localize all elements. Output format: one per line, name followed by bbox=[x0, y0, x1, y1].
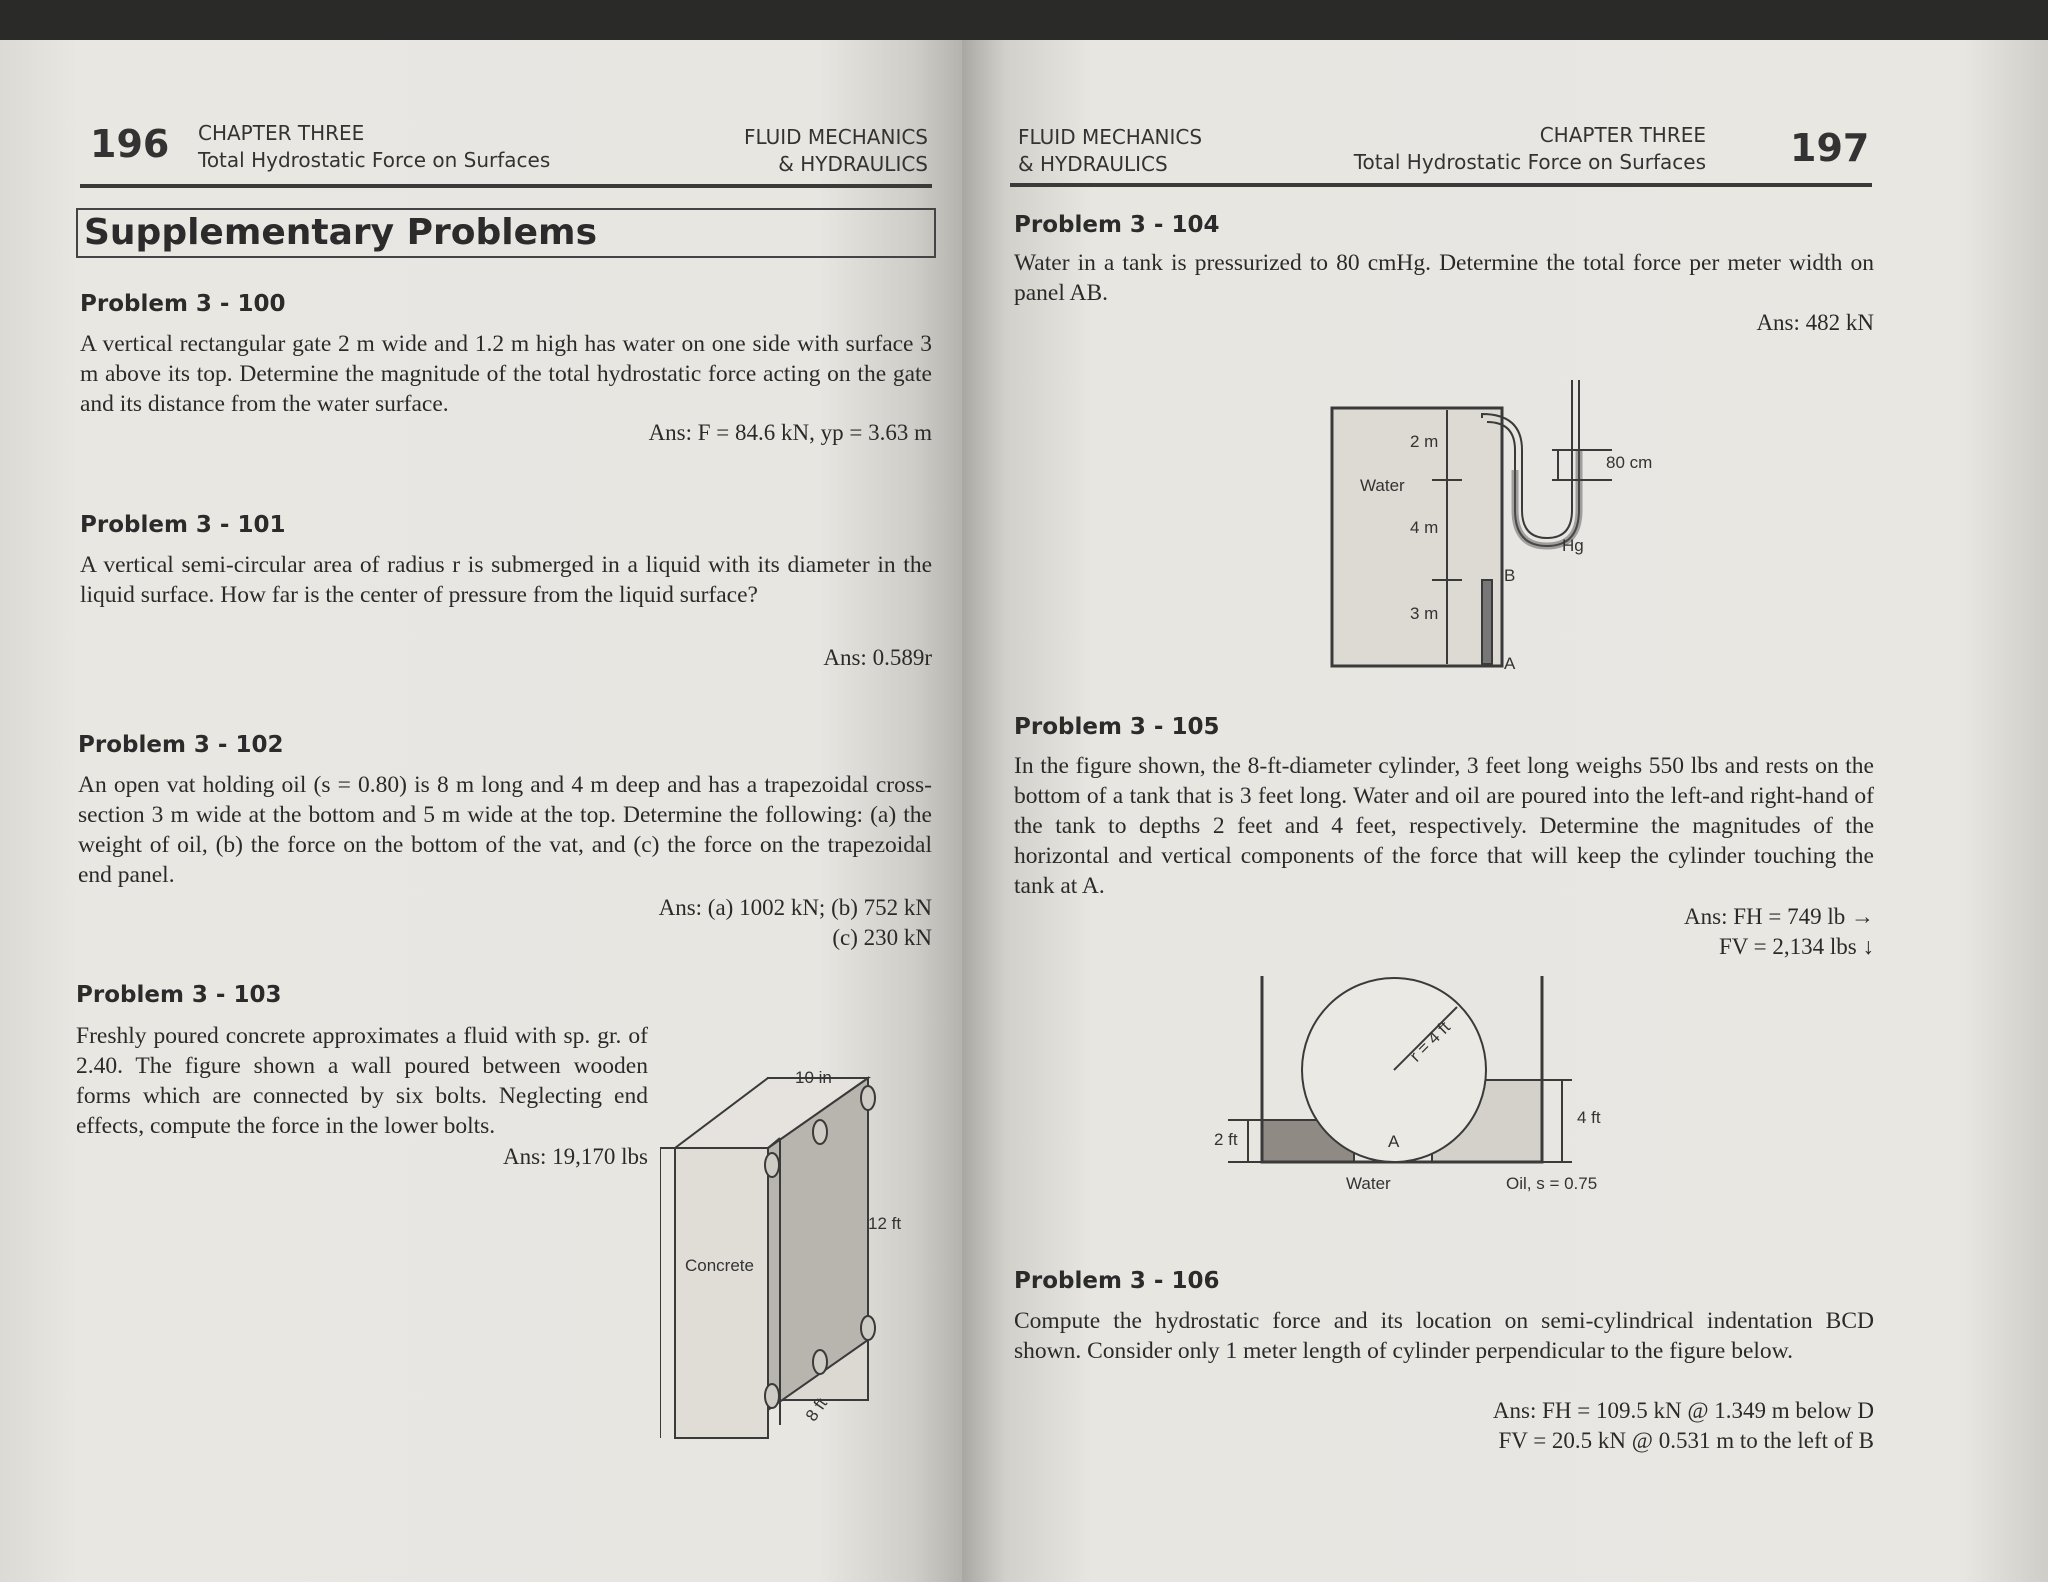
pressurized-tank-figure bbox=[1322, 370, 1642, 680]
right-depth-label: 4 ft bbox=[1577, 1108, 1601, 1127]
chapter-heading bbox=[1342, 122, 1706, 176]
book-title bbox=[1018, 124, 1202, 178]
page-number: 196 bbox=[90, 122, 170, 166]
problem-answer: Ans: (a) 1002 kN; (b) 752 kN bbox=[658, 895, 932, 920]
problem-text: An open vat holding oil (s = 0.80) is 8 m long and 4 m deep and has a trapezoidal cross-section 3 m wide at the bottom and 5 m wide at the top. Determine the following: (a) the weight of oil, (b) the force on the bottom of the vat, and (c) the force on the trapezoidal end panel. bbox=[78, 772, 932, 888]
problem-answer: Ans: 0.589r bbox=[823, 645, 932, 670]
problem-text: Compute the hydrostatic force and its location on semi-cylindrical indentation BCD shown. Consider only 1 meter length of cylinder perpendicular to the figure below. bbox=[1014, 1308, 1874, 1364]
manometer-fluid-label: Hg bbox=[1562, 536, 1584, 555]
concrete-wall-figure bbox=[660, 1020, 920, 1460]
book-title-line-1: FLUID MECHANICS bbox=[743, 125, 928, 149]
book-title-line-1: FLUID MECHANICS bbox=[1018, 125, 1203, 149]
water-label: Water bbox=[1346, 1174, 1391, 1193]
problem-title: Problem 3 - 103 bbox=[76, 982, 282, 1008]
fluid-label: Water bbox=[1360, 476, 1405, 495]
section-title: Supplementary Problems bbox=[76, 208, 936, 258]
dim-label: 2 m bbox=[1410, 432, 1439, 451]
problem-answer-2: (c) 230 kN bbox=[832, 925, 932, 950]
page-number: 197 bbox=[1790, 126, 1870, 170]
problem-answer-2: FV = 20.5 kN @ 0.531 m to the left of B bbox=[1498, 1428, 1874, 1453]
book-title bbox=[700, 124, 928, 178]
header-rule bbox=[80, 184, 932, 188]
left-page bbox=[0, 40, 962, 1582]
problem-title: Problem 3 - 106 bbox=[1014, 1268, 1220, 1294]
point-a-label: A bbox=[1504, 654, 1516, 673]
figure-label-concrete: Concrete bbox=[685, 1256, 754, 1275]
book-title-line-2: & HYDRAULICS bbox=[1018, 152, 1168, 176]
point-b-label: B bbox=[1504, 566, 1516, 585]
chapter-label: CHAPTER THREE bbox=[1539, 123, 1706, 147]
left-depth-label: 2 ft bbox=[1214, 1130, 1238, 1149]
dim-label: 4 m bbox=[1410, 518, 1439, 537]
figure-label-length: 8 ft bbox=[801, 1394, 831, 1425]
problem-text: A vertical semi-circular area of radius r is submerged in a liquid with its diameter in the liquid surface. How far is the center of pressure from the liquid surface? bbox=[80, 552, 932, 608]
problem-title: Problem 3 - 101 bbox=[80, 512, 286, 538]
book-title-line-2: & HYDRAULICS bbox=[778, 152, 928, 176]
right-page bbox=[962, 40, 2048, 1582]
chapter-label: CHAPTER THREE bbox=[198, 121, 365, 145]
problem-text: A vertical rectangular gate 2 m wide and 1.2 m high has water on one side with surface 3 m above its top. Determine the magnitude of the total hydrostatic force acting on the gate and its distance from the water surface. bbox=[80, 331, 932, 417]
chapter-subtitle: Total Hydrostatic Force on Surfaces bbox=[198, 148, 551, 172]
top-shadow-band bbox=[0, 0, 2048, 44]
oil-label: Oil, s = 0.75 bbox=[1506, 1174, 1598, 1193]
problem-title: Problem 3 - 100 bbox=[80, 291, 286, 317]
header-rule bbox=[1010, 183, 1872, 187]
problem-title: Problem 3 - 102 bbox=[78, 732, 284, 758]
problem-answer: Ans: 482 kN bbox=[1756, 310, 1874, 335]
dim-label: 3 m bbox=[1410, 604, 1439, 623]
cylinder-tank-figure bbox=[1222, 970, 1662, 1190]
problem-text: In the figure shown, the 8-ft-diameter cylinder, 3 feet long weighs 550 lbs and rests on the bottom of a tank that is 3 feet long. Water and oil are poured into the left-and right-hand of the tank to depths 2 feet and 4 feet, respectively. Determine the magnitudes of the horizontal and vertical components of the force that will keep the cylinder touching the tank at A. bbox=[1014, 753, 1874, 899]
problem-title: Problem 3 - 104 bbox=[1014, 212, 1220, 238]
problem-text: Water in a tank is pressurized to 80 cmHg. Determine the total force per meter width on panel AB. bbox=[1014, 250, 1874, 306]
radius-label: r = 4 ft bbox=[1406, 1017, 1454, 1066]
manometer-label: 80 cm bbox=[1606, 453, 1653, 472]
problem-answer: Ans: FH = 109.5 kN @ 1.349 m below D bbox=[1492, 1398, 1874, 1423]
figure-label-top: 10 in bbox=[795, 1068, 832, 1087]
problem-answer: Ans: 19,170 lbs bbox=[502, 1144, 648, 1169]
problem-title: Problem 3 - 105 bbox=[1014, 714, 1220, 740]
problem-text: Freshly poured concrete approximates a fluid with sp. gr. of 2.40. The figure shown a wall poured between wooden forms which are connected by six bolts. Neglecting end effects, compute the force in the lower bolts. bbox=[76, 1023, 648, 1139]
contact-point-label: A bbox=[1388, 1132, 1400, 1151]
problem-answer: Ans: FH = 749 lb → bbox=[1684, 904, 1874, 929]
problem-answer-2: FV = 2,134 lbs ↓ bbox=[1718, 934, 1874, 959]
figure-label-height: 12 ft bbox=[868, 1214, 902, 1233]
chapter-heading bbox=[198, 120, 550, 174]
chapter-subtitle: Total Hydrostatic Force on Surfaces bbox=[1353, 150, 1706, 174]
problem-answer: Ans: F = 84.6 kN, yp = 3.63 m bbox=[648, 420, 932, 445]
